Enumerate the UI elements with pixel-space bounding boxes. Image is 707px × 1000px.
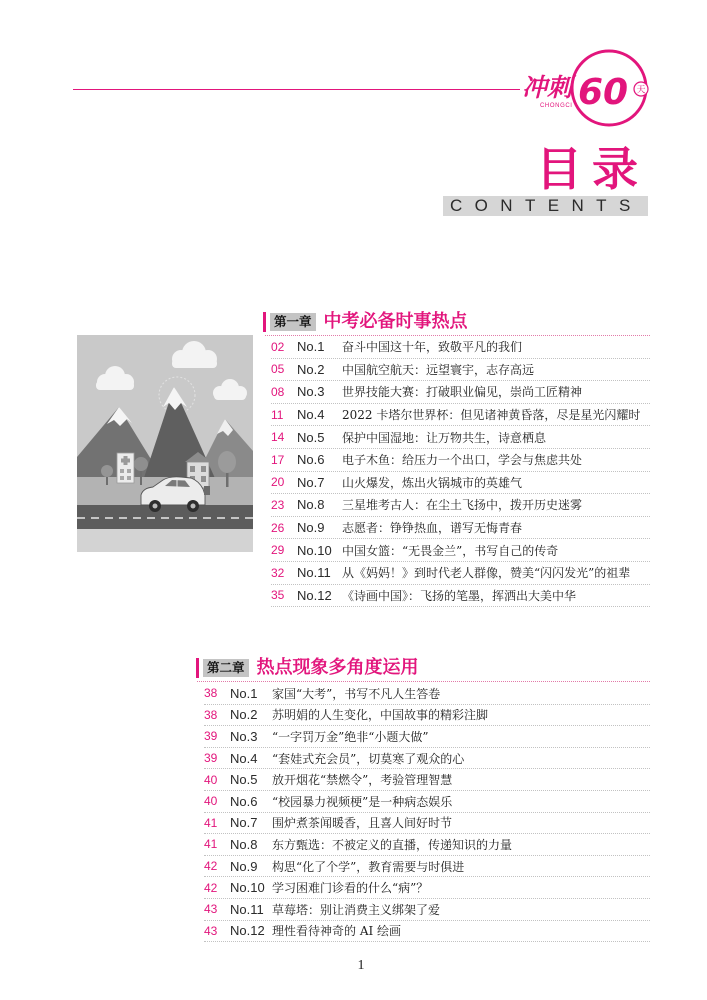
entry-page-number: 14 <box>271 430 285 445</box>
toc-entry <box>204 726 650 748</box>
entry-title: 中国女篮：“无畏金兰”，书写自己的传奇 <box>342 543 559 558</box>
toc-entry <box>271 359 650 382</box>
entry-number: No.6 <box>297 452 325 468</box>
chapter-accent-bar <box>196 658 199 678</box>
entry-page-number: 38 <box>204 707 218 722</box>
entry-page-number: 32 <box>271 565 285 580</box>
entry-number: No.9 <box>297 520 325 536</box>
entry-number: No.7 <box>297 474 325 490</box>
entry-number: No.4 <box>230 750 258 766</box>
entry-title: 电子木鱼：给压力一个出口，学会与焦虑共处 <box>342 453 583 468</box>
entry-number: No.12 <box>297 587 332 603</box>
entry-title: 理性看待神奇的 AI 绘画 <box>272 924 402 939</box>
entry-number: No.1 <box>297 339 325 355</box>
entry-title: 从《妈妈！》到时代老人群像，赞美“闪闪发光”的祖辈 <box>342 566 631 581</box>
entry-page-number: 39 <box>204 729 218 744</box>
logo-brand-text: 冲刺 <box>522 73 573 102</box>
entry-number: No.12 <box>230 923 265 939</box>
entry-title: 奋斗中国这十年，致敬平凡的我们 <box>342 340 523 355</box>
entry-page-number: 43 <box>204 902 218 917</box>
toc-entry <box>271 381 650 404</box>
chapter-label: 第一章 <box>270 313 316 331</box>
toc-entry <box>271 585 650 608</box>
toc-entry <box>271 449 650 472</box>
entry-number: No.11 <box>230 901 264 917</box>
entry-title: 山火爆发，炼出火锅城市的英雄气 <box>342 475 523 490</box>
entry-page-number: 40 <box>204 772 218 787</box>
entry-title: 《诗画中国》：飞扬的笔墨，挥洒出大美中华 <box>342 588 577 603</box>
chapter-divider <box>197 681 650 682</box>
entry-title: 东方甄选：不被定义的直播，传递知识的力量 <box>272 837 513 852</box>
subtitle-band <box>443 196 648 216</box>
entry-number: No.10 <box>297 542 332 558</box>
entry-number: No.9 <box>230 858 258 874</box>
entry-title: 草莓塔：别让消费主义绑架了爱 <box>272 902 441 917</box>
toc-entry <box>204 791 650 813</box>
entry-page-number: 08 <box>271 384 285 399</box>
logo-number-text: 60 <box>578 72 629 113</box>
entry-title: 构思“化了个学”，教育需要与时俱进 <box>272 859 465 874</box>
entry-number: No.1 <box>230 685 258 701</box>
entry-title: “套娃式充会员”，切莫寒了观众的心 <box>272 751 465 766</box>
entry-page-number: 17 <box>271 452 285 467</box>
entry-title: 三星堆考古人：在尘土飞扬中，拨开历史迷雾 <box>342 498 583 513</box>
entry-number: No.5 <box>230 772 258 788</box>
entry-title: “一字罚万金”绝非“小题大做” <box>272 729 429 744</box>
entry-page-number: 41 <box>204 815 218 830</box>
road <box>77 505 253 529</box>
entry-title: 围炉煮茶闻暖香，且喜人间好时节 <box>272 816 453 831</box>
entry-page-number: 11 <box>271 407 284 422</box>
entry-page-number: 26 <box>271 520 285 535</box>
entry-page-number: 02 <box>271 339 285 354</box>
toc-entry <box>204 813 650 835</box>
entry-number: No.5 <box>297 429 325 445</box>
entry-number: No.11 <box>297 565 331 581</box>
toc-entry <box>204 748 650 770</box>
entry-number: No.8 <box>297 497 325 513</box>
entry-title: “校园暴力视频梗”是一种病态娱乐 <box>272 794 453 809</box>
entry-page-number: 42 <box>204 859 218 874</box>
entry-title: 放开烟花“禁燃令”，考验管理智慧 <box>272 773 453 788</box>
landscape-illustration <box>77 335 253 552</box>
logo-unit-text: 天 <box>636 85 646 96</box>
toc-entry <box>271 336 650 359</box>
toc-entry <box>271 494 650 517</box>
page-number: 1 <box>357 958 365 973</box>
entry-page-number: 23 <box>271 497 285 512</box>
page-title: 目录 <box>536 142 648 196</box>
entry-page-number: 35 <box>271 588 285 603</box>
toc-entry <box>271 539 650 562</box>
toc-entry <box>271 517 650 540</box>
chapter-title: 中考必备时事热点 <box>323 311 468 332</box>
hospital-building-icon <box>117 453 134 483</box>
chapter-entries <box>271 336 650 607</box>
toc-entry <box>204 921 650 943</box>
toc-entry <box>271 562 650 585</box>
chapter-heading <box>196 657 419 679</box>
toc-entry <box>204 683 650 705</box>
entry-page-number: 39 <box>204 751 218 766</box>
entry-number: No.2 <box>230 707 258 723</box>
entry-number: No.7 <box>230 815 258 831</box>
header-rule <box>73 89 520 90</box>
entry-title: 中国航空航天：远望寰宇，志存高远 <box>342 362 535 377</box>
toc-entry <box>204 769 650 791</box>
sidewalk <box>77 529 253 552</box>
chapter-heading <box>263 311 468 333</box>
toc-entry <box>204 877 650 899</box>
toc-entry <box>204 834 650 856</box>
entry-page-number: 42 <box>204 880 218 895</box>
toc-entry <box>271 472 650 495</box>
entry-title: 保护中国湿地：让万物共生，诗意栖息 <box>342 430 547 445</box>
entry-number: No.3 <box>230 728 258 744</box>
entry-title: 苏明娟的人生变化，中国故事的精彩注脚 <box>272 708 489 723</box>
entry-page-number: 29 <box>271 543 285 558</box>
entry-number: No.3 <box>297 384 325 400</box>
entry-number: No.4 <box>297 407 325 423</box>
entry-title: 家国“大考”，书写不凡人生答卷 <box>272 686 441 701</box>
chapter-label: 第二章 <box>203 659 249 677</box>
entry-number: No.10 <box>230 880 265 896</box>
entry-title: 学习困难门诊看的什么“病”？ <box>272 881 429 896</box>
entry-number: No.6 <box>230 793 258 809</box>
entry-number: No.2 <box>297 361 325 377</box>
toc-entry <box>271 426 650 449</box>
toc-entry <box>204 899 650 921</box>
toc-entry <box>271 404 650 427</box>
chapter-accent-bar <box>263 312 266 332</box>
entry-page-number: 41 <box>204 837 218 852</box>
logo-pinyin-text: CHONGCI <box>540 103 573 109</box>
entry-title: 世界技能大赛：打破职业偏见，崇尚工匠精神 <box>342 385 583 400</box>
chapter-title: 热点现象多角度运用 <box>256 657 419 678</box>
entry-title: 2022 卡塔尔世界杯：但见诸神黄昏落，尽是星光闪耀时 <box>342 408 641 423</box>
entry-page-number: 38 <box>204 686 218 701</box>
entry-number: No.8 <box>230 836 258 852</box>
entry-page-number: 40 <box>204 794 218 809</box>
toc-entry <box>204 856 650 878</box>
entry-page-number: 20 <box>271 475 285 490</box>
entry-page-number: 05 <box>271 362 285 377</box>
entry-page-number: 43 <box>204 923 218 938</box>
toc-entry <box>204 705 650 727</box>
brand-logo <box>518 44 654 130</box>
page-subtitle: CONTENTS <box>450 196 643 215</box>
entry-title: 志愿者：铮铮热血，谱写无悔青春 <box>342 521 523 536</box>
chapter-entries <box>204 683 650 942</box>
